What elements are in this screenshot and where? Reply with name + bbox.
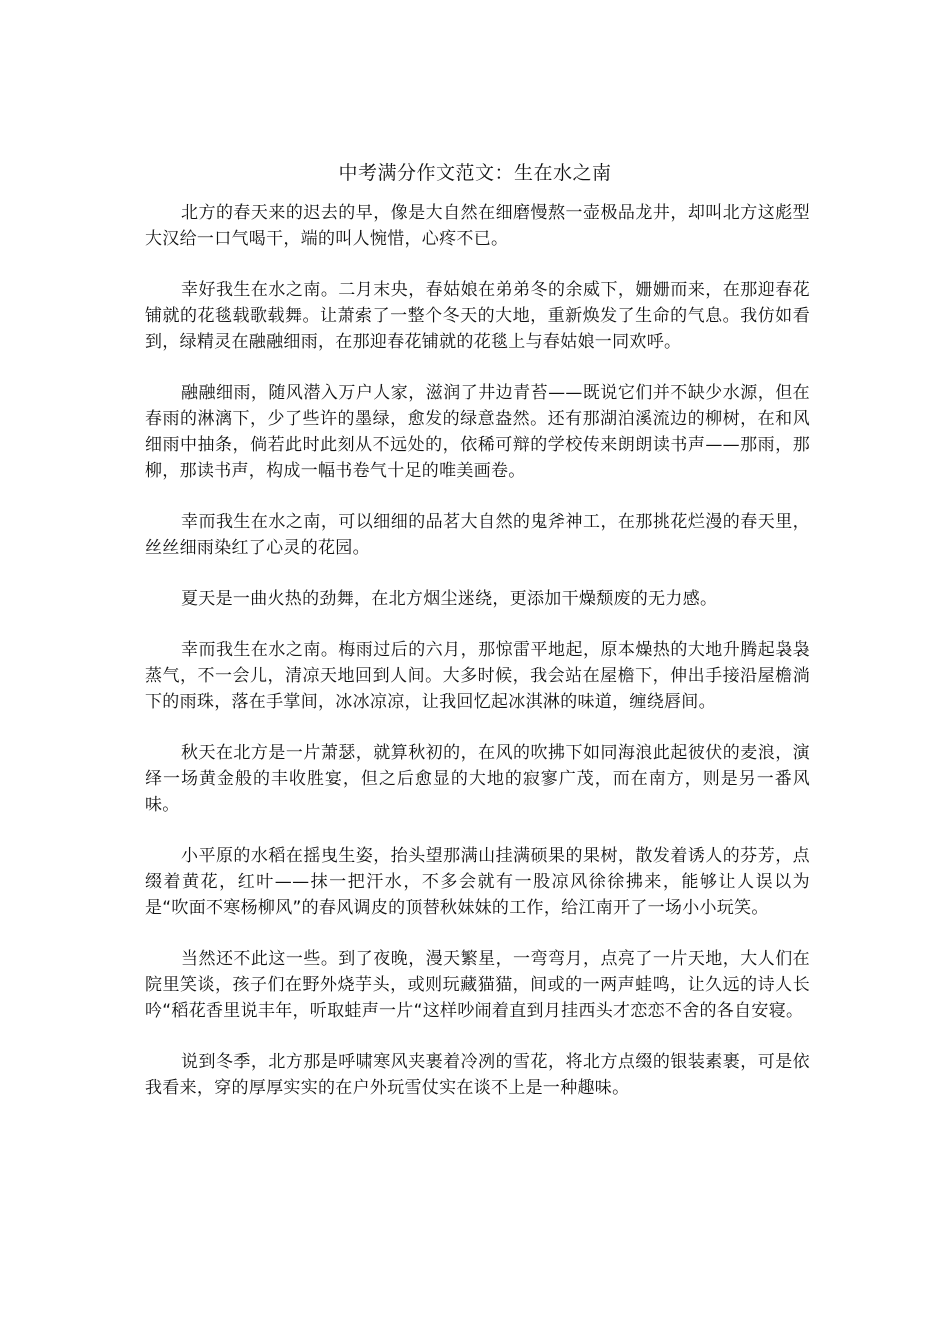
document-title: 中考满分作文范文：生在水之南 [338, 162, 612, 184]
document-body [145, 200, 810, 1126]
paragraph: 说到冬季，北方那是呼啸寒风夹裹着冷冽的雪花，将北方点缀的银装素裹，可是依我看来，穿的厚厚实实的在户外玩雪仗实在谈不上是一种趣味。 [145, 1052, 810, 1098]
paragraph: 秋天在北方是一片萧瑟，就算秋初的，在风的吹拂下如同海浪此起彼伏的麦浪，演绎一场黄金般的丰收胜宴，但之后愈显的大地的寂寥广茂，而在南方，则是另一番风味。 [145, 743, 810, 815]
paragraph: 夏天是一曲火热的劲舞，在北方烟尘迷绕，更添加干燥颓废的无力感。 [181, 589, 718, 609]
paragraph: 北方的春天来的迟去的早，像是大自然在细磨慢熬一壶极品龙井，却叫北方这彪型大汉给一口气喝干，端的叫人惋惜，心疼不已。 [145, 203, 810, 249]
paragraph: 融融细雨，随风潜入万户人家，滋润了井边青苔——既说它们并不缺少水源，但在春雨的淋漓下，少了些许的墨绿，愈发的绿意盎然。还有那湖泊溪流边的柳树，在和风细雨中抽条，倘若此时此刻从不远处的，依稀可辩的学校传来朗朗读书声——那雨，那柳，那读书声，构成一幅书卷气十足的唯美画卷。 [145, 383, 810, 481]
paragraph: 幸而我生在水之南，可以细细的品茗大自然的鬼斧神工，在那挑花烂漫的春天里，丝丝细雨染红了心灵的花园。 [145, 512, 810, 558]
paragraph: 幸好我生在水之南。二月末央，春姑娘在弟弟冬的余威下，姗姗而来，在那迎春花铺就的花毯载歌载舞。让萧索了一整个冬天的大地，重新焕发了生命的气息。我仿如看到，绿精灵在融融细雨，在那迎春花铺就的花毯上与春姑娘一同欢呼。 [145, 280, 810, 352]
paragraph: 小平原的水稻在摇曳生姿，抬头望那满山挂满硕果的果树，散发着诱人的芬芳，点缀着黄花，红叶——抹一把汗水，不多会就有一股凉风徐徐拂来，能够让人误以为是“吹面不寒杨柳风”的春风调皮的顶替秋妹妹的工作，给江南开了一场小小玩笑。 [145, 846, 810, 918]
paragraph: 当然还不此这一些。到了夜晚，漫天繁星，一弯弯月，点亮了一片天地，大人们在院里笑谈，孩子们在野外烧芋头，或则玩藏猫猫，间或的一两声蛙鸣，让久远的诗人长吟“稻花香里说丰年，听取蛙声一片“这样吵闹着直到月挂西头才恋恋不舍的各自安寝。 [145, 949, 810, 1021]
paragraph: 幸而我生在水之南。梅雨过后的六月，那惊雷平地起，原本燥热的大地升腾起袅袅蒸气，不一会儿，清凉天地回到人间。大多时候，我会站在屋檐下，伸出手接沿屋檐淌下的雨珠，落在手掌间，冰冰凉凉，让我回忆起冰淇淋的味道，缠绕唇间。 [145, 640, 810, 712]
